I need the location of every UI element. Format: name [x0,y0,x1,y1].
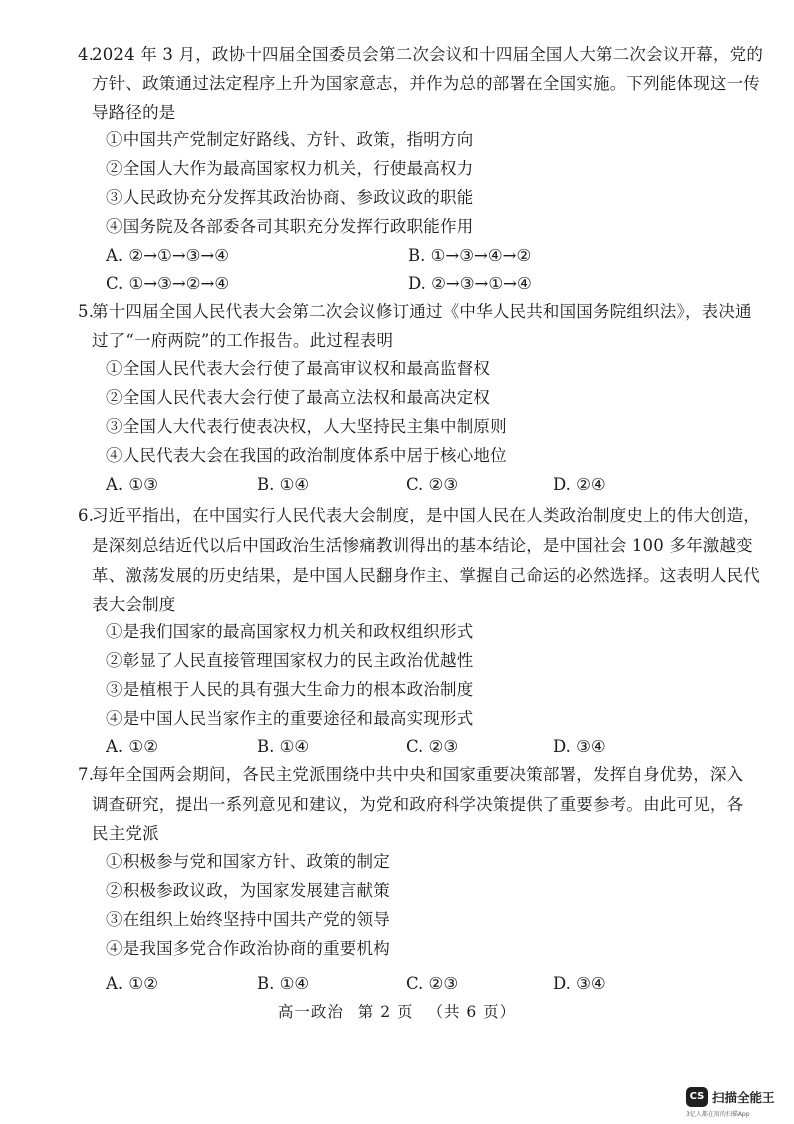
answer-choice-b: B. ①④ [257,475,310,494]
answer-choice-b: B. ①④ [257,974,310,993]
question-stem-line: 过了“一府两院”的工作报告。此过程表明 [92,331,394,350]
statement-option: ①积极参与党和国家方针、政策的制定 [106,852,390,871]
statement-option: ③全国人大代表行使表决权，人大坚持民主集中制原则 [106,417,507,436]
statement-option: ②全国人大作为最高国家权力机关，行使最高权力 [106,159,474,178]
question-stem-line: 民主党派 [92,824,159,843]
answer-choice-a: A. ①② [106,737,158,756]
footer-page-number: 第 2 页 [357,1003,414,1021]
answer-choice-a: A. ②→①→③→④ [106,246,230,265]
question-stem-line: 革、激荡发展的历史结果，是中国人民翻身作主、掌握自己命运的必然选择。这表明人民代 [92,566,760,585]
statement-option: ④人民代表大会在我国的政治制度体系中居于核心地位 [106,446,507,465]
question-stem-line: 调查研究，提出一系列意见和建议，为党和政府科学决策提供了重要参考。由此可见，各 [92,795,744,814]
question-number: 6. [78,506,95,525]
statement-option: ③在组织上始终坚持中国共产党的领导 [106,910,390,929]
question-stem-line: 每年全国两会期间，各民主党派围绕中共中央和国家重要决策部署，发挥自身优势，深入 [92,765,744,784]
answer-choice-c: C. ②③ [406,974,459,993]
footer-page-total: （共 6 页） [427,1003,517,1021]
question-stem-line: 方针、政策通过法定程序上升为国家意志，并作为总的部署在全国实施。下列能体现这一传 [92,74,760,93]
answer-choice-c: C. ②③ [406,737,459,756]
answer-choice-c: C. ②③ [406,475,459,494]
answer-choice-c: C. ①→③→②→④ [106,274,230,293]
statement-option: ①全国人民代表大会行使了最高审议权和最高监督权 [106,359,491,378]
scanner-app-tagline: 3亿人都在用的扫描App [686,1111,750,1118]
question-number: 4. [78,45,95,64]
question-stem-line: 是深刻总结近代以后中国政治生活惨痛教训得出的基本结论，是中国社会 100 多年激越变 [92,536,753,555]
statement-option: ④是中国人民当家作主的重要途径和最高实现形式 [106,709,474,728]
answer-choice-d: D. ②→③→①→④ [408,274,532,293]
answer-choice-d: D. ②④ [553,475,606,494]
question-stem-line: 2024 年 3 月，政协十四届全国委员会第二次会议和十四届全国人大第二次会议开幕，党的 [92,45,764,64]
statement-option: ②全国人民代表大会行使了最高立法权和最高决定权 [106,388,491,407]
question-stem-line: 习近平指出，在中国实行人民代表大会制度，是中国人民在人类政治制度史上的伟大创造， [92,506,760,525]
page-footer [0,1002,794,1022]
statement-option: ①是我们国家的最高国家权力机关和政权组织形式 [106,622,474,641]
answer-choice-d: D. ③④ [553,737,606,756]
scanner-app-name: 扫描全能王 [712,1090,775,1105]
answer-choice-b: B. ①→③→④→② [408,246,532,265]
answer-choice-d: D. ③④ [553,974,606,993]
statement-option: ④国务院及各部委各司其职充分发挥行政职能作用 [106,217,474,236]
question-stem-line: 表大会制度 [92,595,176,614]
footer-subject: 高一政治 [277,1003,344,1021]
statement-option: ①中国共产党制定好路线、方针、政策，指明方向 [106,130,474,149]
answer-choice-a: A. ①③ [106,475,158,494]
statement-option: ②彰显了人民直接管理国家权力的民主政治优越性 [106,651,474,670]
statement-option: ③是植根于人民的具有强大生命力的根本政治制度 [106,680,474,699]
statement-option: ④是我国多党合作政治协商的重要机构 [106,939,390,958]
question-stem-line: 第十四届全国人民代表大会第二次会议修订通过《中华人民共和国国务院组织法》，表决通 [92,302,752,321]
statement-option: ②积极参政议政，为国家发展建言献策 [106,881,390,900]
scanner-watermark [686,1087,786,1117]
question-number: 7. [78,765,95,784]
answer-choice-b: B. ①④ [257,737,310,756]
statement-option: ③人民政协充分发挥其政治协商、参政议政的职能 [106,188,474,207]
camscanner-logo-icon: CS [686,1087,708,1107]
question-number: 5. [78,302,95,321]
answer-choice-a: A. ①② [106,974,158,993]
question-stem-line: 导路径的是 [92,103,176,122]
